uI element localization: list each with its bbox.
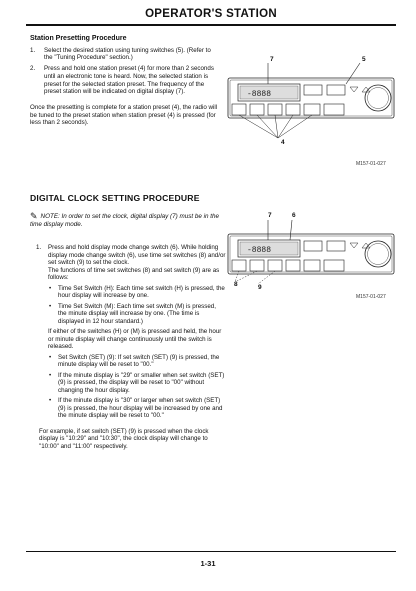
- list-item: [36, 244, 226, 420]
- step-text: Press and hold display mode change switch (6). While holding display mode change switch (6), use time set switches (8) and/or set switch (9) to set the clock.: [48, 244, 226, 266]
- radio-panel-figure: [220, 60, 400, 165]
- page-number: 1-31: [200, 559, 216, 568]
- callout-4: 4: [281, 139, 285, 146]
- clock-setting-section: [36, 244, 226, 450]
- figure-code: M157-01-027: [356, 294, 386, 300]
- callout-5: 5: [362, 56, 366, 63]
- footer-rule: [26, 551, 396, 552]
- bullet-item: • If the minute display is "30" or larger when set switch (SET) (9) is pressed, the hour display will be increased by one and the minute display will be reset to "00.": [48, 397, 226, 420]
- bullet-item: • Time Set Switch (M): Each time set switch (M) is pressed, the minute display will increase by one. (The time is displayed in 12 hour standard.): [48, 303, 226, 326]
- callout-7: 7: [270, 56, 274, 63]
- paragraph: Once the presetting is complete for a station preset (4), the radio will be tuned to the preset station when station preset (4) is pressed (for less than 2 seconds).: [30, 103, 218, 127]
- section-heading: DIGITAL CLOCK SETTING PROCEDURE: [30, 193, 200, 203]
- header-rule: [26, 24, 396, 26]
- bullet-item: • Time Set Switch (H): Each time set switch (H) is pressed, the hour display will increase by one.: [48, 285, 226, 300]
- step-number: 1.: [30, 46, 36, 54]
- pencil-icon: ✎: [30, 211, 38, 221]
- step-subtext: The functions of time set switches (8) and set switch (9) are as follows:: [48, 266, 220, 281]
- steps-list: [30, 47, 220, 96]
- note: [30, 213, 230, 228]
- bullet-list: [48, 354, 226, 420]
- radio-panel-illustration: [228, 63, 394, 138]
- callout-8: 8: [234, 281, 238, 288]
- page-header: OPERATOR'S STATION: [145, 8, 277, 20]
- section-title: Station Presetting Procedure: [30, 35, 127, 42]
- callout-6: 6: [292, 212, 296, 219]
- step-number: 1.: [36, 244, 42, 251]
- svg-text:-8888: -8888: [247, 90, 272, 99]
- bullet-item: • If the minute display is "29" or smaller when set switch (SET) (9) is pressed, the display will be reset to "00" without changing the hour display.: [48, 372, 226, 395]
- step-text: Press and hold one station preset (4) for more than 2 seconds until an electronic tone is heard. Now, the selected station is preset for the selected station preset. The frequency of the preset station will be indicated on digital display (7).: [44, 65, 214, 96]
- svg-text:-8888: -8888: [247, 246, 272, 255]
- callout-9: 9: [258, 284, 262, 291]
- bullet-item: • Set Switch (SET) (9): If set switch (SET) (9) is pressed, the minute display will be reset to "00.": [48, 354, 226, 369]
- step-text: Select the desired station using tuning switches (5). (Refer to the "Tuning Procedure" section.): [44, 46, 211, 62]
- step-number: 2.: [30, 65, 36, 73]
- figure-code: M157-01-027: [356, 161, 386, 167]
- radio-panel-illustration: [228, 220, 394, 284]
- radio-panel-figure-2: [220, 218, 400, 298]
- bullet-list: [48, 285, 226, 326]
- list-item: [30, 65, 220, 96]
- callout-7: 7: [268, 212, 272, 219]
- middle-paragraph: If either of the switches (H) or (M) is pressed and held, the hour or minute display will change continuously until the switch is released.: [48, 328, 222, 350]
- station-presetting-section: [30, 35, 220, 127]
- final-paragraph: For example, if set switch (SET) (9) is pressed when the clock display is "10:29" and "10:30", the clock display will change to "10:00" and "11:00" respectively.: [39, 427, 209, 450]
- note-text: NOTE: In order to set the clock, digital display (7) must be in the time display mode.: [30, 213, 220, 228]
- list-item: [30, 47, 220, 62]
